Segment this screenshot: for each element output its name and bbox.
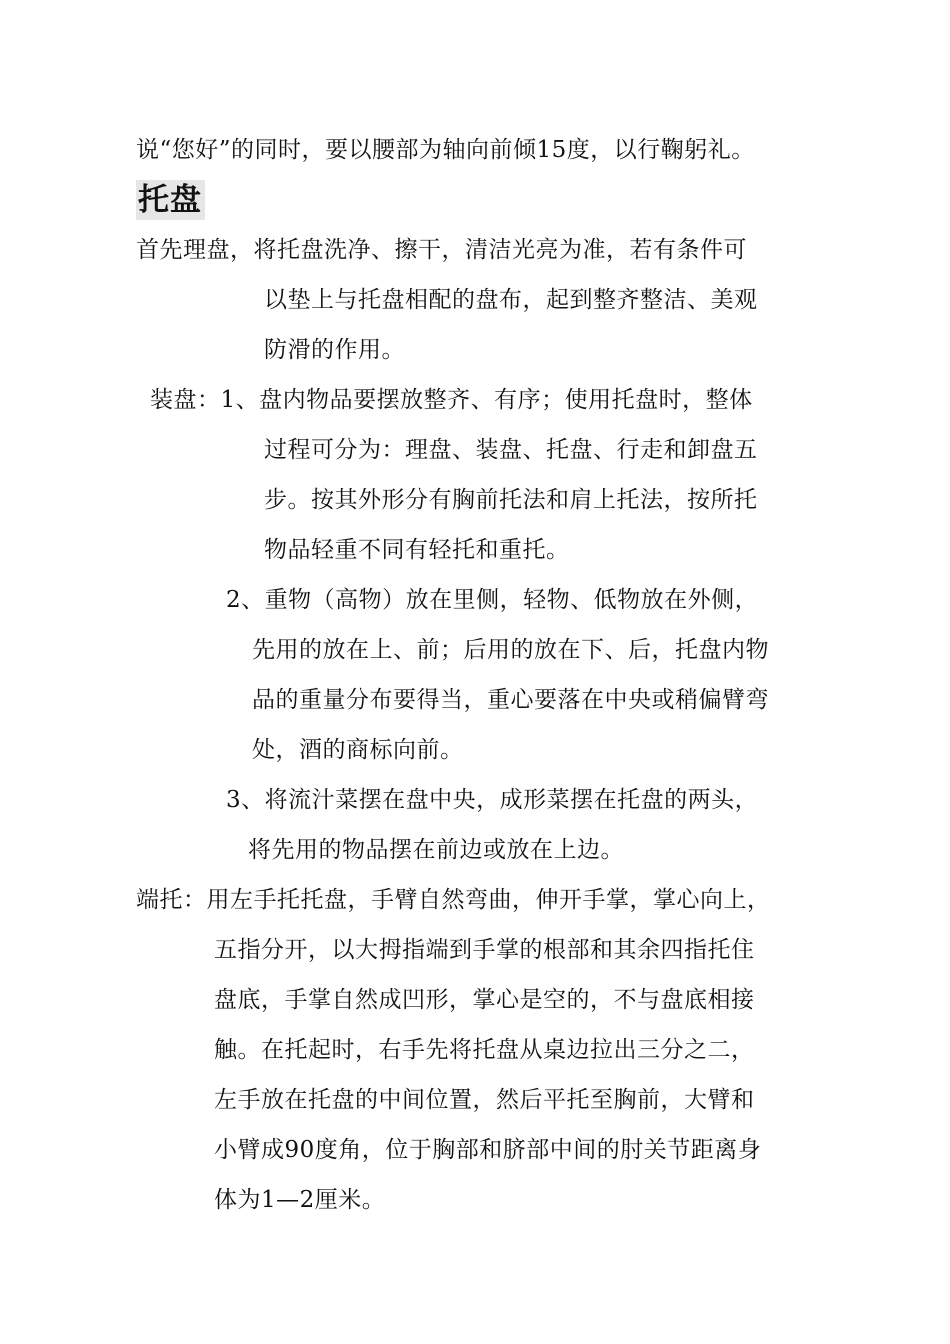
text-line: 端托：用左手托托盘，手臂自然弯曲，伸开手掌，掌心向上， [136,887,771,913]
text-line: 步。按其外形分有胸前托法和肩上托法，按所托 [264,487,758,513]
text-line: 触。在托起时，右手先将托盘从桌边拉出三分之二， [214,1037,755,1063]
text-line: 以垫上与托盘相配的盘布，起到整齐整洁、美观 [264,287,758,313]
section-title: 托盘 [136,180,205,220]
text-line: 品的重量分布要得当，重心要落在中央或稍偏臂弯 [252,687,769,713]
text-line: 2、重物（高物）放在里侧，轻物、低物放在外侧， [226,587,759,613]
text-line: 防滑的作用。 [264,337,405,363]
text-line: 左手放在托盘的中间位置，然后平托至胸前，大臂和 [214,1087,755,1113]
text-line: 物品轻重不同有轻托和重托。 [264,537,570,563]
text-line: 盘底，手掌自然成凹形，掌心是空的，不与盘底相接 [214,987,755,1013]
text-line: 小臂成90度角，位于胸部和脐部中间的肘关节距离身 [214,1137,762,1163]
text-line: 五指分开，以大拇指端到手掌的根部和其余四指托住 [214,937,755,963]
text-line: 过程可分为：理盘、装盘、托盘、行走和卸盘五 [264,437,758,463]
text-line: 首先理盘，将托盘洗净、擦干，清洁光亮为准，若有条件可 [136,237,747,263]
text-line: 3、将流汁菜摆在盘中央，成形菜摆在托盘的两头， [226,787,759,813]
text-line: 将先用的物品摆在前边或放在上边。 [248,837,624,863]
text-line: 先用的放在上、前；后用的放在下、后，托盘内物 [252,637,769,663]
intro-line: 说“您好”的同时，要以腰部为轴向前倾15度，以行鞠躬礼。 [136,137,755,163]
text-line: 体为1—2厘米。 [214,1187,386,1213]
text-line: 装盘：1、盘内物品要摆放整齐、有序；使用托盘时，整体 [150,387,753,413]
text-line: 处，酒的商标向前。 [252,737,464,763]
